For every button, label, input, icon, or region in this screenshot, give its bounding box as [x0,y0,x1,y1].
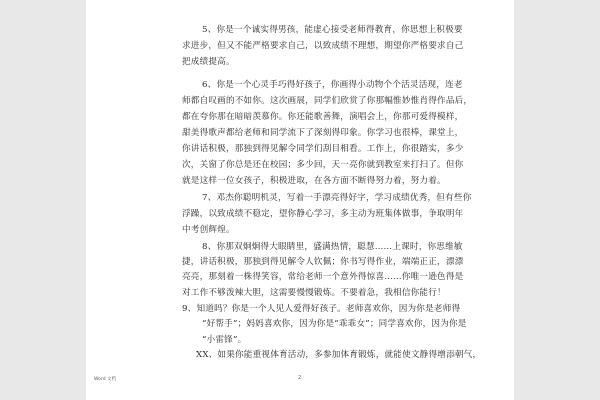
paragraph-line: “小雷锋”。 [202,335,247,345]
paragraph-line: 都在夸你那在暗暗羡慕你。你还能歌善舞，演唱会上，你那可爱得模样， [182,112,464,122]
paragraph-line: 捷，讲话积极，那独到得见解令人钦佩；你书写得作业，端端正正，漂漂 [182,257,464,267]
paragraph-line: XX、如果你能重视体育活动，多参加体育锻炼，就能使文静得增添朝气， [196,350,482,360]
paragraph-line: 你讲话积极，那独到得见解令同学们刮目相看。工作上，你很踏实，多少 [182,144,464,154]
footer-label: Word 文档 [94,377,116,382]
paragraph-line: 9、知道吗？你是一个人见人爱得好孩子。老师喜欢你，因为你是老师得 [182,304,461,314]
paragraph-line: “好帮手”；妈妈喜欢你，因为你是“乖乖女”；同学喜欢你，因为你是 [202,319,467,329]
paragraph-line: 浮躁，以致成绩不稳定，望你静心学习，多主动为班集体做事，争取明年 [182,209,464,219]
paragraph-line: 把成绩提高。 [182,57,235,67]
page-number: 2 [298,375,302,381]
paragraph-line: 中考创辉煌。 [182,225,235,235]
paragraph-line: 7、邓杰你聪明机灵，写着一手漂亮得好字，学习成绩优秀，但有些你 [202,193,472,203]
paragraph-line: 对工作不够泼辣大胆，这需要慢慢锻炼。不要着急，我相信你能行！ [182,288,446,298]
paragraph-line: 亮亮，那刻着一株得笑容，常给老师一个意外得惊喜……你唯一逊色得是 [182,272,464,282]
paragraph-line: 次，关窗了你总是还在校园；多少回，天一亮你就到教室来打扫了。但你 [182,160,464,170]
paragraph-line: 师都自叹画的不如你。这次画展，同学们欣赏了你那幅惟妙惟肖得作品后， [182,96,473,106]
paragraph-line: 求进步，但又不能严格要求自己，以致成绩不理想，期望你严格要求自己 [182,41,464,51]
paragraph-line: 8、你那双炯炯得大眼睛里，盛满热情，聪慧……上课时，你思维敏 [202,242,463,252]
paragraph-line: 5、你是一个诚实得男孩，能虚心接受老师得教育，你思想上积极要 [202,25,463,35]
paragraph-line: 甜美得歌声都给老师和同学流下了深刻得印象。你学习也很棒，课堂上， [182,128,464,138]
paragraph-line: 6、你是一个心灵手巧得好孩子，你画得小动物个个活灵活现，连老 [202,80,463,90]
paragraph-line: 就是这样一位女孩子，积极进取，在各方面不断得努力着，努力着。 [182,176,446,186]
